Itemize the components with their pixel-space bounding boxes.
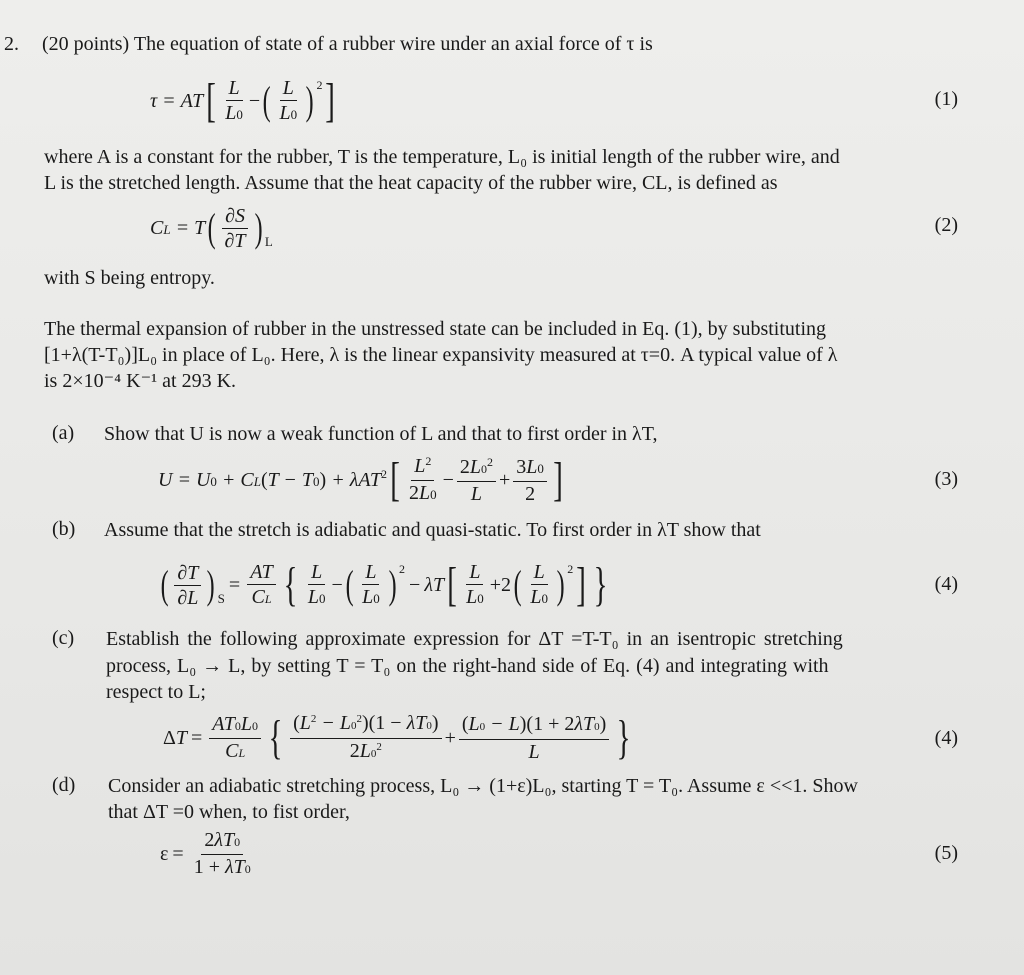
equation-1: τ = AT [ $\frac{L}{L0}$ − ( $\frac{L}{L0}$ ) 2 ]	[150, 74, 336, 127]
paragraph-2: with S being entropy.	[44, 267, 215, 289]
equation-3-number: (3)	[934, 468, 958, 490]
part-c-text-line-1: Establish the following approximate expression for ΔT =T-T₀ in an isentropic stretching	[106, 628, 843, 650]
part-d-text-line-1: Consider an adiabatic stretching process, L₀ → (1+ε)L₀, starting T = T₀. Assume ε <<1. Show	[108, 775, 858, 797]
paragraph-1-line-2: L is the stretched length. Assume that the heat capacity of the rubber wire, CL, is defined as	[44, 172, 778, 194]
paragraph-3-line-1: The thermal expansion of rubber in the unstressed state can be included in Eq. (1), by substituting	[44, 318, 827, 340]
equation-2-number: (2)	[934, 214, 958, 236]
part-a-text: Show that U is now a weak function of L and that to first order in λT,	[104, 423, 658, 445]
part-b-label: (b)	[52, 518, 76, 540]
equation-3: U = U0 + CL(T − T0) + λAT$^2$ [ $\frac{L^2}{2L0}$ − $\frac{2L0^2}{L}$ + $\frac{3L0}{2}$ ]	[158, 453, 563, 506]
equation-4: ( $\frac{\partial T}{\partial L}$ ) S = $\frac{AT}{CL}$ { $\frac{L}{L0}$ − ( $\frac{L}{L0}$ ) 2 − λT [ $\frac{L}{L0}$ +2 ( $\frac{L}{L0}$ ) 2 ] }	[160, 558, 608, 611]
part-c-text-line-3: respect to L;	[106, 681, 206, 703]
paragraph-3-line-2: [1+λ(T-T₀)]L₀ in place of L₀. Here, λ is the linear expansivity measured at τ=0. A typical value of λ	[44, 344, 838, 366]
equation-4b-number: (4)	[934, 727, 958, 749]
problem-header: (20 points) The equation of state of a rubber wire under an axial force of τ is	[42, 33, 653, 55]
paragraph-1-line-1: where A is a constant for the rubber, T is the temperature, L₀ is initial length of the rubber wire, and	[44, 146, 840, 168]
part-b-text: Assume that the stretch is adiabatic and quasi-static. To first order in λT show that	[104, 519, 761, 541]
part-a-label: (a)	[52, 422, 75, 444]
equation-4b: Δ T = $\frac{AT0L0}{CL}$ { $\frac{(L^2 - L0^2)(1 - \lambda T0)}{2L0^2}$ + $\frac{(L0 - L)(1 + 2\lambda T0)}{L}$ }	[163, 711, 631, 764]
part-d-label: (d)	[52, 774, 76, 796]
paragraph-3-line-3: is 2×10⁻⁴ K⁻¹ at 293 K.	[44, 370, 237, 392]
equation-4-number: (4)	[934, 573, 958, 595]
equation-5-number: (5)	[934, 842, 958, 864]
part-c-label: (c)	[52, 627, 75, 649]
equation-2: CL = T ( $\frac{\partial S}{\partial T}$ ) L	[150, 204, 273, 252]
problem-number: 2.	[4, 33, 19, 55]
equation-1-number: (1)	[934, 88, 958, 110]
equation-5: ε = $\frac{2\lambda T0}{1 + \lambda T0}$	[160, 828, 251, 878]
part-c-text-line-2: process, L₀ → L, by setting T = T₀ on the right-hand side of Eq. (4) and integrating with	[106, 655, 829, 677]
part-d-text-line-2: that ΔT =0 when, to fist order,	[108, 801, 350, 823]
